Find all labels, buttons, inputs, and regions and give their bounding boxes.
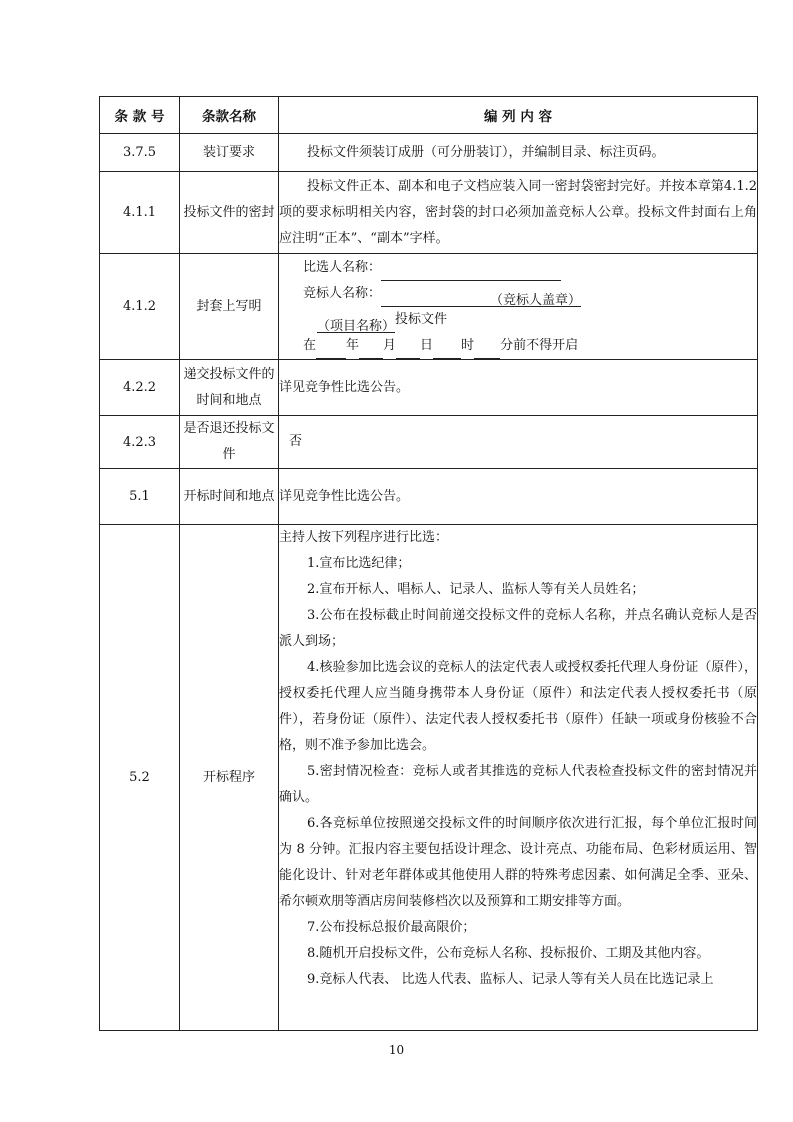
- clause-name: 封套上写明: [180, 254, 279, 360]
- content-paragraph: 4.核验参加比选会议的竞标人的法定代表人或授权委托代理人身份证（原件），授权委托代理人应当随身携带本人身份证（原件）和法定代表人授权委托书（原件），若身份证（原件）、法定代表人授权委托书（原件）任缺一项或身份核验不合格，则不准予参加比选会。: [279, 660, 757, 753]
- clause-number: 4.1.1: [100, 172, 180, 254]
- content-paragraph: 主持人按下列程序进行比选：: [279, 530, 449, 545]
- envelope-line-open-time: 在 年 月 日 时 分前不得开启: [279, 333, 757, 359]
- stamp-blank: [381, 288, 581, 307]
- clause-number: 5.2: [100, 525, 180, 1031]
- content-paragraph: 详见竞争性比选公告。: [279, 488, 410, 504]
- envelope-line-competitor: 竞标人名称： （竞标人盖章）: [303, 285, 582, 308]
- header-clause-name: 条款名称: [180, 97, 279, 134]
- content-paragraph: 3.公布在投标截止时间前递交投标文件的竞标人名称，并点名确认竞标人是否派人到场；: [279, 608, 757, 649]
- content-paragraph: 8.随机开启投标文件，公布竞标人名称、投标报价、工期及其他内容。: [307, 946, 710, 961]
- clause-content: [279, 134, 758, 172]
- clause-name: 开标程序: [180, 525, 279, 1031]
- content-paragraph: 9.竞标人代表、 比选人代表、监标人、记录人等有关人员在比选记录上: [307, 972, 714, 987]
- clause-name: 递交投标文件的时间和地点: [180, 360, 279, 416]
- header-content: 编 列 内 容: [279, 97, 758, 134]
- content-paragraph: 2.宣布开标人、唱标人、记录人、监标人等有关人员姓名；: [307, 582, 645, 597]
- clause-content: [279, 360, 758, 416]
- clause-table: [99, 96, 758, 1031]
- project-name-blank: （项目名称）: [317, 314, 395, 333]
- clause-number: 4.2.2: [100, 360, 180, 416]
- clause-name: 开标时间和地点: [180, 469, 279, 525]
- clause-content: [279, 172, 758, 254]
- content-paragraph: 7.公布投标总报价最高限价；: [307, 920, 476, 935]
- table-row: [100, 172, 758, 254]
- table-row: [100, 416, 758, 469]
- content-paragraph: 1.宣布比选纪律；: [307, 556, 411, 571]
- clause-number: 5.1: [100, 469, 180, 525]
- clause-name: 投标文件的密封: [180, 172, 279, 254]
- content-paragraph: 投标文件正本、副本和电子文档应装入同一密封袋密封完好。并按本章第4.1.2项的要求标明相关内容，密封袋的封口必须加盖竞标人公章。投标文件封面右上角应注明“正本”、“副本”字样。: [279, 178, 757, 246]
- clause-content: [279, 525, 758, 1031]
- clause-content: [279, 254, 758, 360]
- clause-number: 3.7.5: [100, 134, 180, 172]
- content-paragraph: 否: [289, 434, 303, 449]
- stamp-label: （竞标人盖章）: [490, 292, 582, 308]
- table-row: [100, 469, 758, 525]
- header-clause-number: 条 款 号: [100, 97, 180, 134]
- table-row: [100, 525, 758, 1031]
- table-row: [100, 360, 758, 416]
- clause-content: [279, 416, 758, 469]
- table-row: [100, 254, 758, 360]
- clause-number: 4.2.3: [100, 416, 180, 469]
- envelope-line-project: （项目名称）投标文件: [317, 311, 448, 334]
- clause-content: [279, 469, 758, 525]
- blank-line: [381, 262, 561, 281]
- table-row: [100, 134, 758, 172]
- content-paragraph: 投标文件须装订成册（可分册装订），并编制目录、标注页码。: [307, 144, 665, 160]
- table-header-row: [100, 97, 758, 134]
- envelope-line-bidder: 比选人名称：: [279, 255, 757, 281]
- page-number: 10: [388, 1043, 405, 1057]
- clause-number: 4.1.2: [100, 254, 180, 360]
- clause-name: 是否退还投标文件: [180, 416, 279, 469]
- content-paragraph: 5.密封情况检查：竞标人或者其推选的竞标人代表检查投标文件的密封情况并确认。: [279, 764, 757, 805]
- content-paragraph: 6.各竞标单位按照递交投标文件的时间顺序依次进行汇报，每个单位汇报时间为 8 分钟。汇报内容主要包括设计理念、设计亮点、功能布局、色彩材质运用、智能化设计、针对老年群体或其他使用人群的特殊考虑因素、如何满足全季、亚朵、希尔顿欢朋等酒店房间装修档次以及预算和工期安排等方面。: [279, 816, 757, 909]
- content-paragraph: 详见竞争性比选公告。: [279, 379, 410, 395]
- clause-name: 装订要求: [180, 134, 279, 172]
